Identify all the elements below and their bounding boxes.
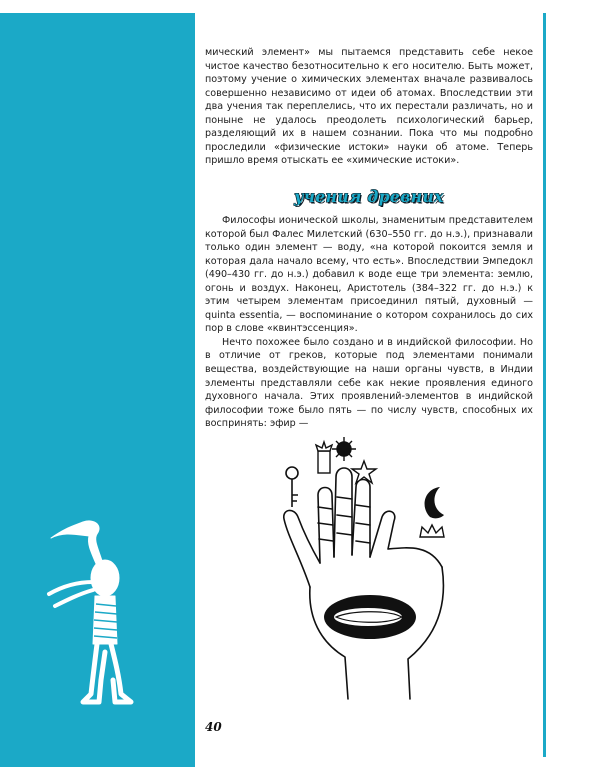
alchemical-hand-illustration	[270, 437, 470, 702]
section-heading: учения древних	[294, 187, 444, 206]
right-margin-rule	[543, 13, 546, 757]
body-paragraph: Философы ионической школы, знаменитым представителем которой был Фалес Милетский (630–550 гг. до н.э.), признавали только один элемент — воду, «на которой покоится земля и которая дала начало всему, что есть». Впоследствии Эмпедокл (490–430 гг. до н.э.) добавил к воде еще три элемента: землю, огонь и воздух. Наконец, Аристотель (384–322 гг. до н.э.) к этим четырем элементам присоединил пятый, духовный — quinta essentia, — воспоминание о котором сохранилось до сих пор в слове «квинтэссенция».	[205, 215, 533, 335]
intro-paragraph: мический элемент» мы пытаемся представить себе некое чистое качество безотносительно к его носителю. Быть может, поэтому учение о химических элементах вначале развивалось совершенно независимо от идеи об атомах. Впоследствии эти два учения так переплелись, что их перестали различать, но и поныне не удалось преодолеть психологический барьер, разделяющий их в нашем сознании. Пока что мы подробно проследили «физические истоки» науки об атоме. Теперь пришло время отыскать ее «химические истоки».	[205, 47, 533, 167]
body-paragraph: Нечто похожее было создано и в индийской философии. Но в отличие от греков, которые под элементами понимали вещества, воздействующие на наши органы чувств, в Индии элементы представляли себе как некие проявления единого духовного начала. Этих проявлений-элементов в индийской философии тоже было пять — по числу чувств, способных их воспринять: эфир —	[205, 336, 533, 430]
section-heading-wrap	[205, 187, 533, 213]
bird-headed-figure-illustration	[43, 520, 163, 715]
body-text-block	[205, 214, 533, 431]
page-number: 40	[205, 720, 222, 734]
intro-paragraph-block	[205, 46, 533, 168]
